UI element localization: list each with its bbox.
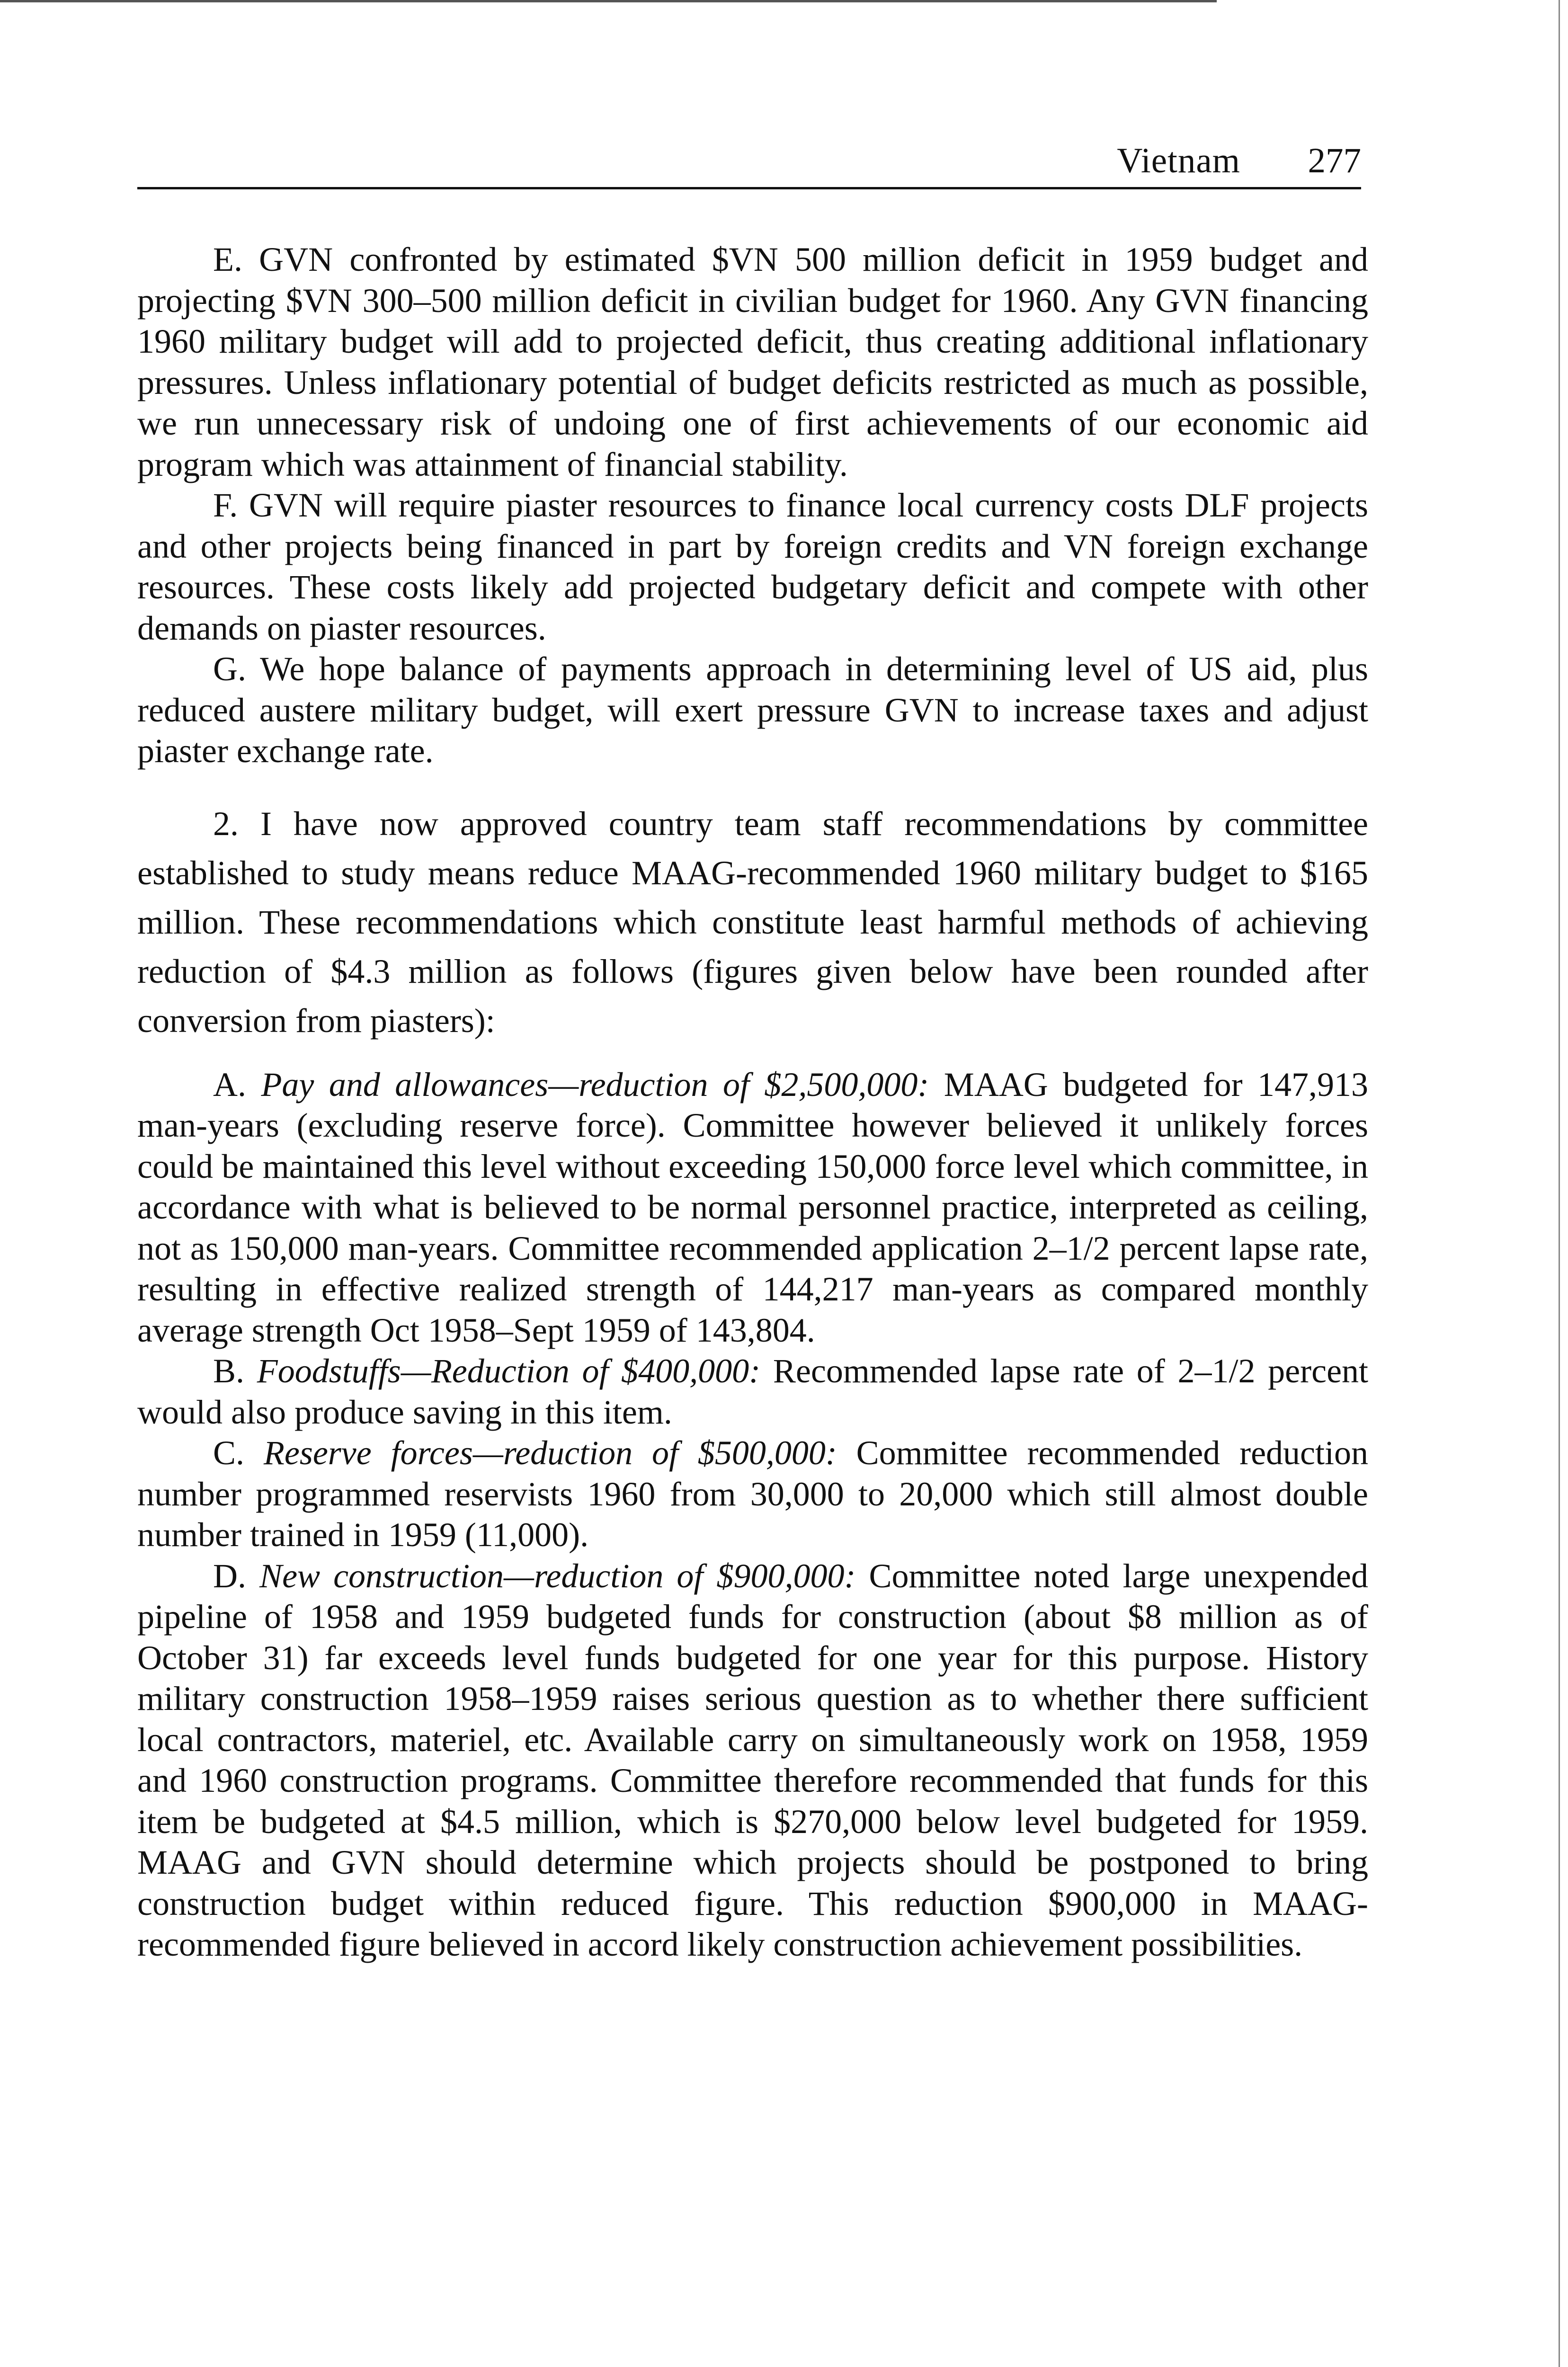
- subparagraph-c-body: Committee recommended reduction number programmed reservists 1960 from 30,000 to 20,000 which still almost double number trained in 1959 (11,000).: [137, 1434, 1369, 1554]
- subparagraph-b-heading: Foodstuffs—Reduction of $400,000:: [257, 1352, 761, 1390]
- running-title: Vietnam: [1117, 141, 1240, 180]
- paragraph-2: 2. I have now approved country team staff recommendations by committee established to study means reduce MAAG-recommended 1960 military budget to $165 million. These recommendations which constitute least harmful methods of achieving reduction of $4.3 million as follows (figures given below have been rounded after conversion from piasters):: [137, 804, 1368, 1040]
- subparagraph-d-heading: New construction—reduction of $900,000:: [259, 1557, 856, 1595]
- subparagraph-d-body: Committee noted large unexpended pipeline of 1958 and 1959 budgeted funds for construction (about $8 million as of October 31) far exceeds level funds budgeted for one year for this purpose. History military construction 1958–1959 raises serious question as to whether there sufficient local contractors, materiel, etc. Available carry on simultaneously work on 1958, 1959 and 1960 construction programs. Committee therefore recommended that funds for this item be budgeted at $4.5 million, which is $270,000 below level budgeted for 1959. MAAG and GVN should determine which projects should be postponed to bring construction budget within reduced figure. This reduction $900,000 in MAAG-recommended figure believed in accord likely construction achievement possibilities.: [137, 1557, 1368, 1963]
- top-scan-border: [0, 0, 1217, 2]
- subparagraph-c: [137, 1433, 1368, 1556]
- paragraph-e: E. GVN confronted by estimated $VN 500 million deficit in 1959 budget and projecting $VN 300–500 million deficit in civilian budget for 1960. Any GVN financing 1960 military budget will add to projected deficit, thus creating additional inflationary pressures. Unless inflationary potential of budget deficits restricted as much as possible, we run unnecessary risk of undoing one of first achievements of our economic aid program which was attainment of financial stability.: [137, 240, 1368, 483]
- subparagraph-c-heading: Reserve forces—reduction of $500,000:: [263, 1434, 837, 1472]
- subparagraph-a-label: A.: [213, 1065, 246, 1103]
- subparagraph-b-label: B.: [213, 1352, 245, 1390]
- subparagraph-c-label: C.: [213, 1434, 245, 1472]
- page-number: 277: [1308, 141, 1361, 180]
- subparagraph-a-heading: Pay and allowances—reduction of $2,500,000:: [261, 1065, 929, 1103]
- subparagraph-b: [137, 1351, 1368, 1433]
- subparagraph-b-body: Recommended lapse rate of 2–1/2 percent would also produce saving in this item.: [137, 1352, 1369, 1431]
- page-body: [137, 239, 1368, 1965]
- paragraph-f: F. GVN will require piaster resources to finance local currency costs DLF projects and other projects being financed in part by foreign credits and VN foreign exchange resources. These costs likely add projected budgetary deficit and compete with other demands on piaster resources.: [137, 486, 1368, 647]
- subparagraph-d: [137, 1556, 1368, 1965]
- subparagraph-a-body: MAAG budgeted for 147,913 man-years (excluding reserve force). Committee however believed it unlikely forces could be maintained this level without exceeding 150,000 force level which committee, in accordance with what is believed to be normal personnel practice, interpreted as ceiling, not as 150,000 man-years. Committee recommended application 2–1/2 percent lapse rate, resulting in effective realized strength of 144,217 man-years as compared monthly average strength Oct 1958–Sept 1959 of 143,804.: [137, 1065, 1368, 1349]
- subparagraph-d-label: D.: [213, 1557, 246, 1595]
- page-header: [137, 135, 1361, 189]
- right-scan-border: [1559, 0, 1560, 2367]
- subparagraph-a: [137, 1064, 1368, 1351]
- paragraph-g: G. We hope balance of payments approach in determining level of US aid, plus reduced austere military budget, will exert pressure GVN to increase taxes and adjust piaster exchange rate.: [137, 650, 1368, 770]
